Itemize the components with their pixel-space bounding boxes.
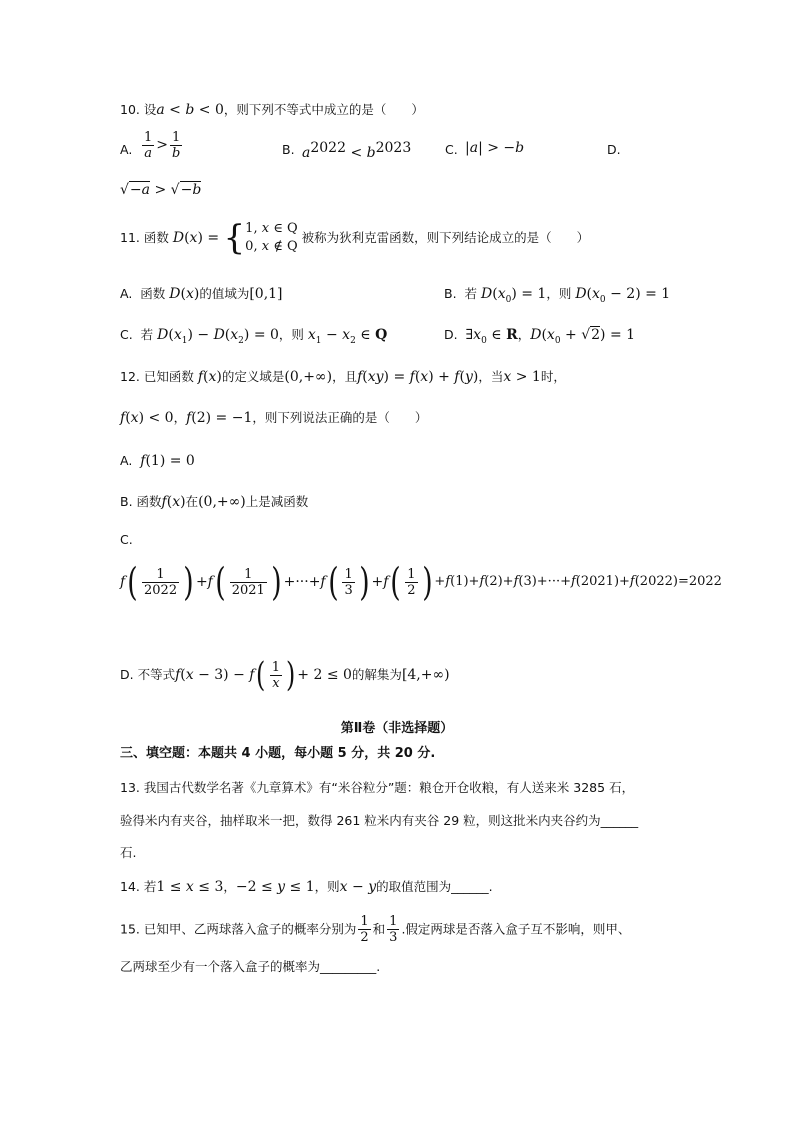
q11-stem: 11. 函数 D(x) = {1, x ∈ Q 0, x ∉ Q 被称为狄利克雷函数，则下列结论成立的是（ ） — [120, 218, 590, 258]
q14-text: 14. 若1 ≤ x ≤ 3，−2 ≤ y ≤ 1，则x − y的取值范围为______. — [120, 879, 493, 895]
q11-option-b: B. 若 $D(x_0) = 1$，则 $D(x_0 - 2) = 1$ — [444, 286, 671, 305]
q10-stem: 10. 设a < b < 0，则下列不等式中成立的是（ ） — [120, 102, 424, 118]
q12-option-d: D. 不等式f(x − 3) − f( $\frac{1}{x}$ ) + 2 ≤ 0的解集为[4,+∞) — [120, 655, 450, 695]
q13-line3: 石. — [120, 845, 137, 860]
q10-option-d: √−a > √−b — [120, 182, 202, 198]
q11-option-a: A. 函数 D(x)的值域为[0,1] — [120, 286, 283, 302]
q15-line1: 15. 已知甲、乙两球落入盒子的概率分别为 $\frac{1}{2}$ 和 $\frac{1}{3}$ .假定两球是否落入盒子互不影响，则甲、 — [120, 914, 631, 945]
q13-line2: 验得米内有夹谷，抽样取米一把，数得 261 粒米内有夹谷 29 粒，则这批米内夹谷约为______ — [120, 813, 639, 828]
q12-stem1: 12. 已知函数 f(x)的定义域是(0,+∞)，且f(xy) = f(x) + f(y)，当x > 1时， — [120, 369, 566, 385]
q12-option-c-label: C. — [120, 532, 133, 547]
q12-stem2: f(x) < 0，f(2) = −1，则下列说法正确的是（ ） — [120, 410, 428, 426]
q13-line1: 13. 我国古代数学名著《九章算术》有“米谷粒分”题：粮仓开仓收粮，有人送来米 3285 石， — [120, 780, 635, 795]
q11-option-c: C. 若 $D(x_1) - D(x_2) = 0$，则 $x_1 - x_2$ ∈ Q — [120, 327, 388, 346]
section2-heading: 三、填空题：本题共 4 小题，每小题 5 分，共 20 分. — [120, 746, 436, 761]
section2-title: 第Ⅱ卷（非选择题） — [340, 721, 454, 736]
q15-line2: 乙两球至少有一个落入盒子的概率为_________. — [120, 959, 381, 974]
q11-option-d: D. $\exists x_0$ ∈ R，$D(x_0 + √2) = 1$ — [444, 327, 636, 346]
q12-option-c: f( $\frac{1}{2022}$ ) +f( $\frac{1}{2021}$ ) +···+f( $\frac{1}{3}$ ) +f( $\frac{1}{2}$ ) +f(1)+f(2)+f(3)+···+f(2021)+f(2022)=2022 — [120, 560, 722, 604]
q12-option-a: A. f(1) = 0 — [120, 453, 195, 469]
q12-option-b: B. 函数f(x)在(0,+∞)上是减函数 — [120, 494, 309, 510]
q10-option-d-label: D. — [607, 142, 621, 157]
